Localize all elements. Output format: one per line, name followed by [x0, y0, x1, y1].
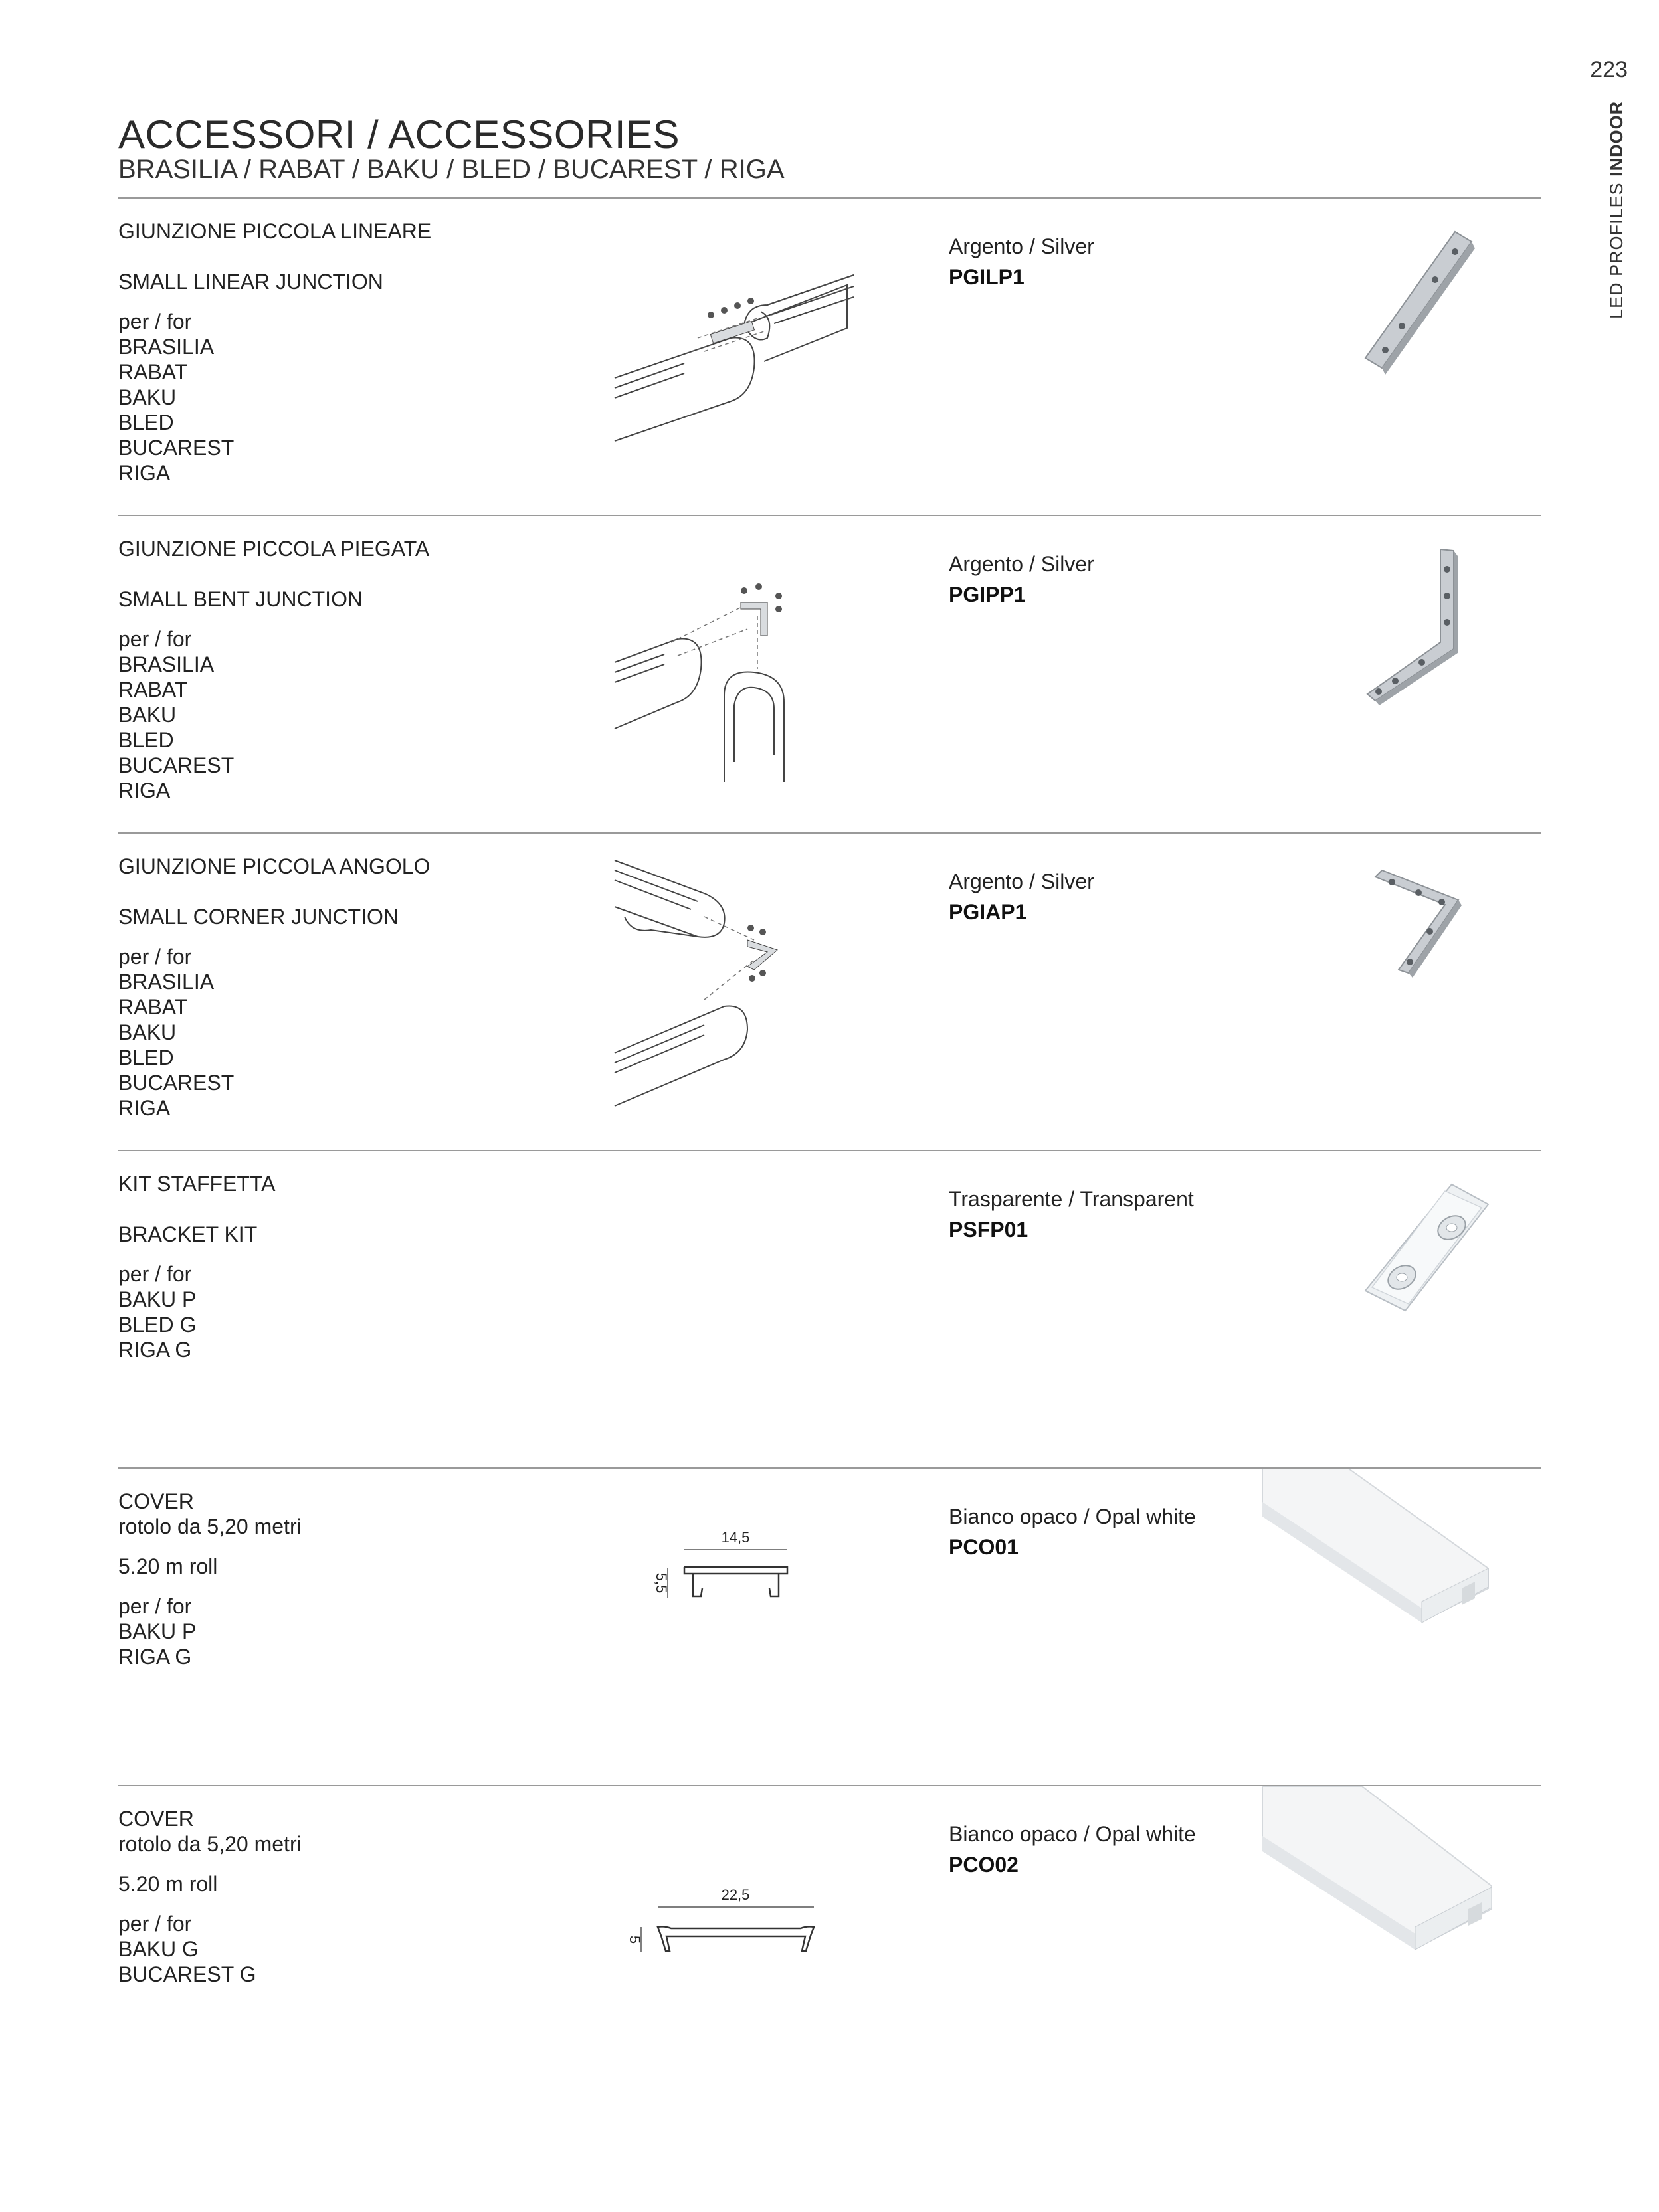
- cover-pco02-section-drawing: [611, 1879, 824, 1972]
- list-item: RIGA: [118, 461, 171, 485]
- name-it: KIT STAFFETTA: [118, 1172, 276, 1196]
- product-code: PSFP01: [949, 1218, 1028, 1242]
- product-section-linear-junction: [0, 199, 1659, 515]
- product-description: [118, 536, 429, 803]
- name-it: GIUNZIONE PICCOLA LINEARE: [118, 219, 432, 243]
- list-item: BRASILIA: [118, 335, 215, 359]
- finish: Argento / Silver: [949, 552, 1094, 576]
- product-description: [118, 854, 430, 1121]
- corner-junction-drawing: [605, 854, 857, 1119]
- dim-height: 5,5: [653, 1572, 670, 1594]
- list-item: BUCAREST: [118, 753, 235, 777]
- list-item: RIGA: [118, 1096, 171, 1120]
- list-item: BAKU G: [118, 1937, 199, 1961]
- list-item: RABAT: [118, 678, 188, 701]
- list-item: BUCAREST G: [118, 1962, 256, 1986]
- per-for-label: per / for: [118, 1262, 192, 1286]
- bent-junction-photo: [1362, 543, 1495, 709]
- finish: Argento / Silver: [949, 870, 1094, 893]
- side-label-bold: INDOOR: [1607, 100, 1626, 177]
- page-subtitle: BRASILIA / RABAT / BAKU / BLED / BUCAREST / RIGA: [118, 155, 785, 184]
- compatible-list: [118, 969, 430, 1121]
- product-code: PCO01: [949, 1535, 1019, 1559]
- list-item: RABAT: [118, 360, 188, 384]
- list-item: RIGA G: [118, 1645, 192, 1669]
- list-item: BAKU: [118, 703, 177, 727]
- compatible-list: [118, 1619, 302, 1669]
- list-item: RIGA G: [118, 1338, 192, 1362]
- finish: Bianco opaco / Opal white: [949, 1505, 1196, 1528]
- compatible-list: [118, 334, 431, 486]
- per-for-label: per / for: [118, 1594, 192, 1618]
- compatible-list: [118, 1287, 275, 1362]
- list-item: RABAT: [118, 995, 188, 1019]
- per-for-label: per / for: [118, 310, 192, 333]
- name-en: SMALL BENT JUNCTION: [118, 587, 363, 611]
- list-item: BUCAREST: [118, 436, 235, 460]
- name-en: SMALL LINEAR JUNCTION: [118, 270, 383, 294]
- product-description: [118, 1806, 302, 1987]
- cover-pco02-photo: [1262, 1786, 1502, 1952]
- product-code: PGIAP1: [949, 900, 1027, 924]
- list-item: BLED: [118, 728, 174, 752]
- list-item: BLED: [118, 1046, 174, 1069]
- cover-pco01-section-drawing: [638, 1522, 804, 1615]
- finish: Bianco opaco / Opal white: [949, 1822, 1196, 1846]
- product-section-bracket-kit: [0, 1151, 1659, 1467]
- compatible-list: [118, 1936, 302, 1987]
- name-en: BRACKET KIT: [118, 1222, 258, 1246]
- list-item: BAKU: [118, 1020, 177, 1044]
- name-it: GIUNZIONE PICCOLA PIEGATA: [118, 537, 430, 561]
- product-description: [118, 1171, 275, 1362]
- name-en: SMALL CORNER JUNCTION: [118, 905, 399, 929]
- cover-pco01-photo: [1262, 1469, 1502, 1628]
- list-item: BLED: [118, 411, 174, 434]
- product-code: PGILP1: [949, 265, 1025, 289]
- name-en: 5.20 m roll: [118, 1554, 218, 1578]
- linear-junction-photo: [1355, 225, 1488, 385]
- page-title: ACCESSORI / ACCESSORIES: [118, 112, 680, 157]
- dim-height: 5: [627, 1935, 643, 1944]
- linear-junction-drawing: [605, 238, 870, 451]
- dim-width: 22,5: [721, 1887, 750, 1903]
- per-for-label: per / for: [118, 1912, 192, 1936]
- page-number: 223: [1590, 57, 1628, 82]
- list-item: BRASILIA: [118, 652, 215, 676]
- name-it: GIUNZIONE PICCOLA ANGOLO: [118, 854, 431, 878]
- product-code: PGIPP1: [949, 583, 1026, 606]
- product-code: PCO02: [949, 1853, 1019, 1877]
- dim-width: 14,5: [721, 1529, 750, 1546]
- compatible-list: [118, 652, 429, 803]
- product-description: [118, 1489, 302, 1669]
- list-item: BAKU P: [118, 1619, 197, 1643]
- name-it-2: rotolo da 5,20 metri: [118, 1515, 302, 1538]
- corner-junction-photo: [1369, 864, 1475, 983]
- product-section-cover-pco01: [0, 1469, 1659, 1785]
- finish: Argento / Silver: [949, 234, 1094, 258]
- list-item: BUCAREST: [118, 1071, 235, 1095]
- name-it-2: rotolo da 5,20 metri: [118, 1832, 302, 1856]
- list-item: BRASILIA: [118, 970, 215, 994]
- product-section-cover-pco02: [0, 1786, 1659, 2102]
- per-for-label: per / for: [118, 627, 192, 651]
- bracket-kit-photo: [1352, 1178, 1498, 1317]
- product-section-corner-junction: [0, 834, 1659, 1150]
- list-item: RIGA: [118, 779, 171, 802]
- bent-junction-drawing: [605, 543, 870, 795]
- finish: Trasparente / Transparent: [949, 1187, 1194, 1211]
- list-item: BAKU: [118, 385, 177, 409]
- per-for-label: per / for: [118, 945, 192, 968]
- name-it: COVER: [118, 1807, 194, 1831]
- list-item: BLED G: [118, 1313, 197, 1336]
- list-item: BAKU P: [118, 1287, 197, 1311]
- side-label-regular: LED PROFILES: [1607, 182, 1626, 319]
- product-section-bent-junction: [0, 516, 1659, 832]
- product-description: [118, 219, 431, 486]
- name-it: COVER: [118, 1489, 194, 1513]
- name-en: 5.20 m roll: [118, 1872, 218, 1896]
